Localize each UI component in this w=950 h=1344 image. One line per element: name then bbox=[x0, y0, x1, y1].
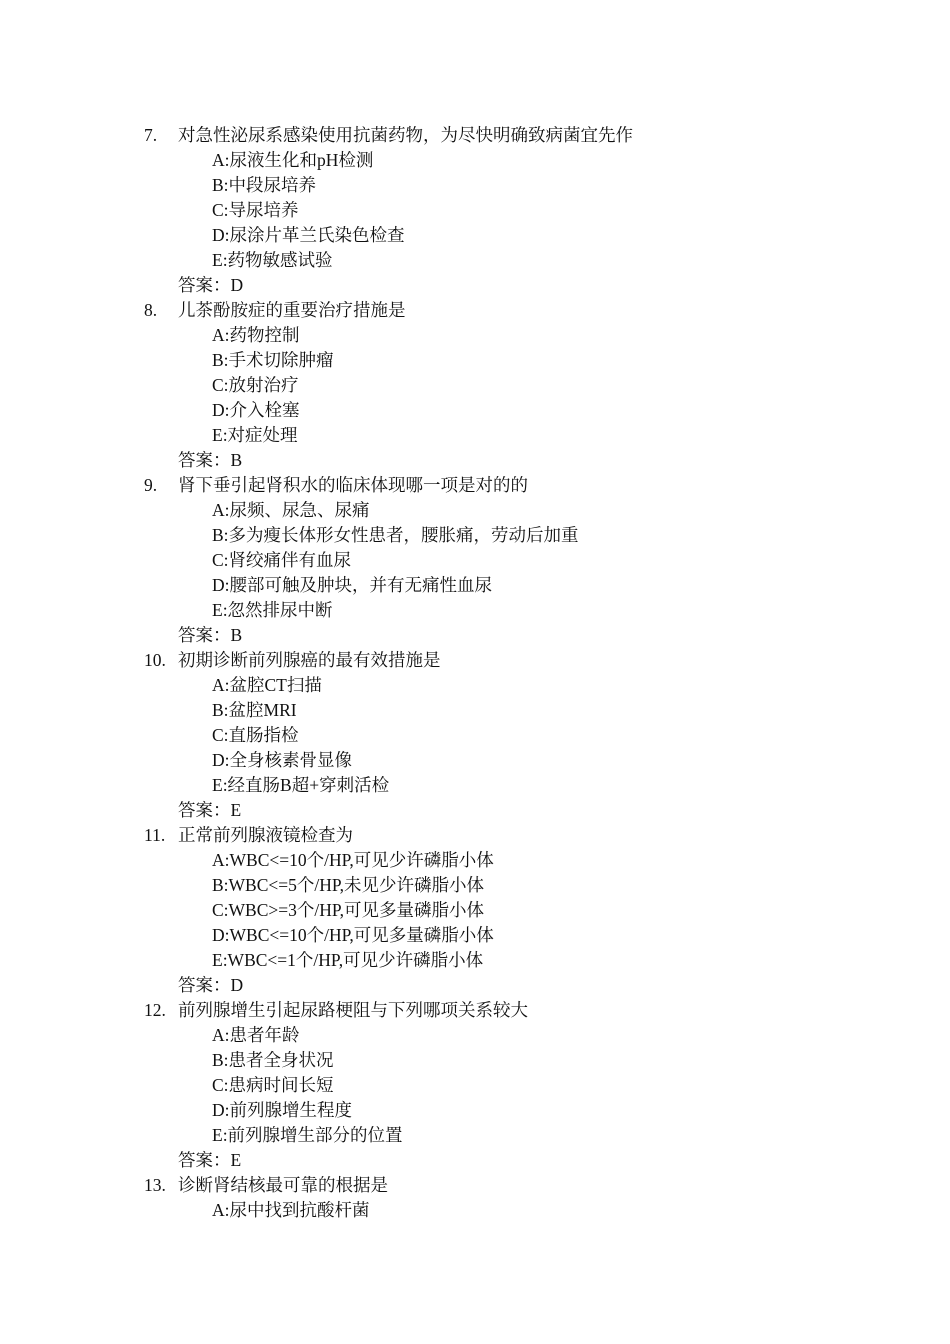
option-e: E:药物敏感试验 bbox=[212, 250, 333, 270]
option-b: B:患者全身状况 bbox=[212, 1050, 334, 1070]
option-e: E:经直肠B超+穿刺活检 bbox=[212, 775, 390, 795]
question-number: 9. bbox=[144, 475, 158, 495]
option-a: A:尿频、尿急、尿痛 bbox=[212, 500, 370, 520]
answer-line: 答案：D bbox=[178, 975, 244, 995]
option-e: E:对症处理 bbox=[212, 425, 298, 445]
option-d: D:尿涂片革兰氏染色检查 bbox=[212, 225, 405, 245]
question-list bbox=[144, 123, 844, 1223]
question-item bbox=[144, 1173, 844, 1223]
option-a: A:盆腔CT扫描 bbox=[212, 675, 322, 695]
option-d: D:WBC<=10个/HP,可见多量磷脂小体 bbox=[212, 925, 494, 945]
answer-line: 答案：E bbox=[178, 1150, 242, 1170]
option-b: B:WBC<=5个/HP,未见少许磷脂小体 bbox=[212, 875, 485, 895]
question-stem bbox=[144, 648, 844, 673]
question-text: 前列腺增生引起尿路梗阻与下列哪项关系较大 bbox=[178, 1000, 528, 1020]
option-d: D:腰部可触及肿块，并有无痛性血尿 bbox=[212, 575, 492, 595]
option-a: A:患者年龄 bbox=[212, 1025, 300, 1045]
option-b: B:手术切除肿瘤 bbox=[212, 350, 334, 370]
option-b: B:多为瘦长体形女性患者，腰胀痛，劳动后加重 bbox=[212, 525, 579, 545]
option-b: B:中段尿培养 bbox=[212, 175, 317, 195]
question-stem bbox=[144, 123, 844, 148]
question-stem bbox=[144, 998, 844, 1023]
option-a: A:药物控制 bbox=[212, 325, 300, 345]
question-item bbox=[144, 298, 844, 473]
option-d: D:全身核素骨显像 bbox=[212, 750, 352, 770]
option-e: E:忽然排尿中断 bbox=[212, 600, 333, 620]
question-stem bbox=[144, 1173, 844, 1198]
question-number: 12. bbox=[144, 1000, 166, 1020]
option-c: C:患病时间长短 bbox=[212, 1075, 334, 1095]
option-b: B:盆腔MRI bbox=[212, 700, 297, 720]
question-text: 正常前列腺液镜检查为 bbox=[178, 825, 353, 845]
question-number: 10. bbox=[144, 650, 166, 670]
option-e: E:前列腺增生部分的位置 bbox=[212, 1125, 403, 1145]
question-text: 初期诊断前列腺癌的最有效措施是 bbox=[178, 650, 441, 670]
option-a: A:尿中找到抗酸杆菌 bbox=[212, 1200, 370, 1220]
question-item bbox=[144, 473, 844, 648]
question-number: 7. bbox=[144, 125, 158, 145]
option-a: A:尿液生化和pH检测 bbox=[212, 150, 374, 170]
question-item bbox=[144, 823, 844, 998]
option-d: D:介入栓塞 bbox=[212, 400, 300, 420]
answer-line: 答案：B bbox=[178, 450, 243, 470]
question-item bbox=[144, 648, 844, 823]
question-number: 11. bbox=[144, 825, 166, 845]
option-a: A:WBC<=10个/HP,可见少许磷脂小体 bbox=[212, 850, 494, 870]
option-c: C:WBC>=3个/HP,可见多量磷脂小体 bbox=[212, 900, 485, 920]
question-item bbox=[144, 998, 844, 1173]
option-c: C:肾绞痛伴有血尿 bbox=[212, 550, 352, 570]
answer-line: 答案：B bbox=[178, 625, 243, 645]
question-stem bbox=[144, 473, 844, 498]
option-c: C:放射治疗 bbox=[212, 375, 299, 395]
answer-line: 答案：E bbox=[178, 800, 242, 820]
question-text: 对急性泌尿系感染使用抗菌药物，为尽快明确致病菌宜先作 bbox=[178, 125, 633, 145]
question-number: 13. bbox=[144, 1175, 166, 1195]
question-item bbox=[144, 123, 844, 298]
question-stem bbox=[144, 823, 844, 848]
question-text: 肾下垂引起肾积水的临床体现哪一项是对的的 bbox=[178, 475, 528, 495]
option-c: C:直肠指检 bbox=[212, 725, 299, 745]
question-number: 8. bbox=[144, 300, 158, 320]
answer-line: 答案：D bbox=[178, 275, 244, 295]
question-stem bbox=[144, 298, 844, 323]
option-c: C:导尿培养 bbox=[212, 200, 299, 220]
option-d: D:前列腺增生程度 bbox=[212, 1100, 352, 1120]
question-text: 诊断肾结核最可靠的根据是 bbox=[178, 1175, 388, 1195]
option-e: E:WBC<=1个/HP,可见少许磷脂小体 bbox=[212, 950, 484, 970]
question-text: 儿茶酚胺症的重要治疗措施是 bbox=[178, 300, 406, 320]
